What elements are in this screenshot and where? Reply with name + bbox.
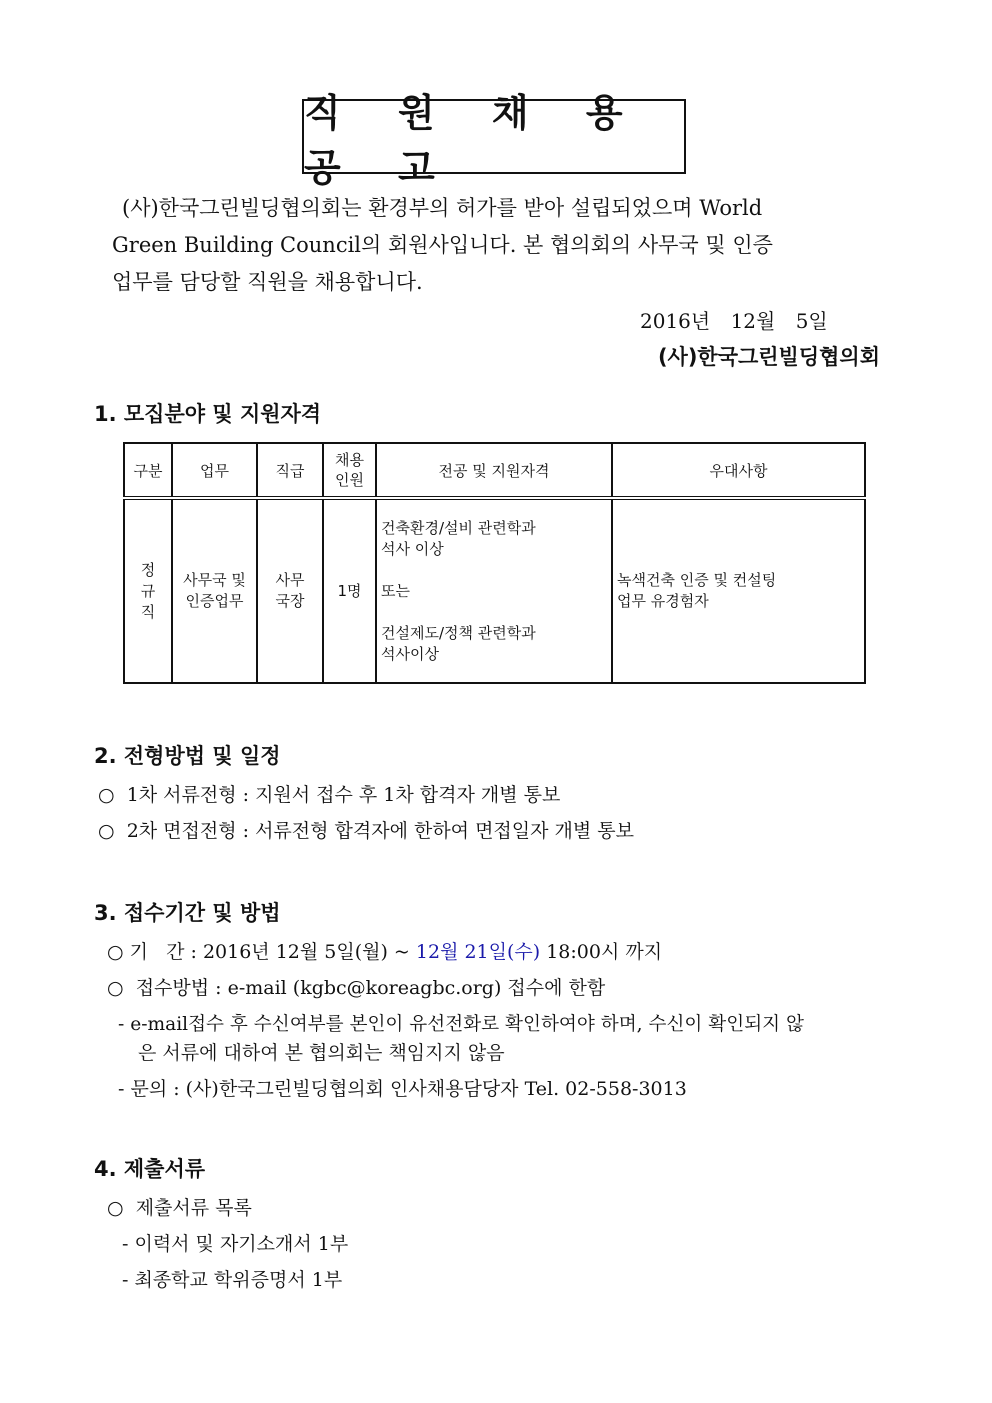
section-3-heading: 3. 접수기간 및 방법 [94,901,281,925]
cell-category [124,498,172,683]
period-end-date: 12월 21일(수) [415,941,541,963]
category-char: 정 [140,560,156,579]
method-text: 접수방법 : e-mail (kgbc@koreagbc.org) 접수에 한함 [135,977,606,999]
intro-line-3: 업무를 담당할 직원을 채용합니다. [112,270,423,294]
header-preference: 우대사항 [612,443,865,498]
recruitment-table [123,442,866,684]
announcement-date: 2016년 12월 5일 [640,309,828,333]
screening-step-2: 2차 면접전형 : 서류전형 합격자에 한하여 면접일자 개별 통보 [126,820,634,842]
preference-line-2: 업무 유경험자 [617,592,709,610]
category-char: 직 [140,602,156,621]
intro-line-2: Green Building Council의 회원사입니다. 본 협의회의 사무국 및 인증 [112,233,773,257]
note-contact: - 문의 : (사)한국그린빌딩협의회 인사채용담당자 Tel. 02-558-3013 [118,1078,687,1100]
rank-line-2: 국장 [275,592,305,610]
qualification-line-4: 석사이상 [381,644,439,663]
note-email-line-1: - e-mail접수 후 수신여부를 본인이 유선전화로 확인하여야 하며, 수신이 확인되지 않 [118,1014,805,1035]
circle-bullet-icon: ○ [107,1197,124,1219]
period-tail: 18:00시 까지 [540,941,663,963]
section-2-heading: 2. 전형방법 및 일정 [94,744,281,768]
intro-line-1: (사)한국그린빌딩협의회는 환경부의 허가를 받아 설립되었으며 World [122,196,763,220]
section-4-heading: 4. 제출서류 [94,1157,206,1181]
title-box [302,90,686,190]
list-item [98,780,560,807]
list-item: - 최종학교 학위증명서 1부 [122,1269,343,1291]
table-header-row [124,443,865,498]
section-1-heading: 1. 모집분야 및 지원자격 [94,402,322,426]
qualification-line-3: 건설제도/정책 관련학과 [381,623,536,642]
cell-rank [257,498,323,683]
header-duty: 업무 [172,443,257,498]
header-count-line-2: 인원 [335,471,364,489]
cell-qualification [376,498,612,683]
note-email-line-2: 은 서류에 대하여 본 협의회는 책임지지 않음 [138,1042,505,1064]
intro-paragraph [112,190,880,301]
preference-line-1: 녹색건축 인증 및 컨설팅 [617,571,777,589]
circle-bullet-icon: ○ [98,820,115,842]
duty-line-2: 인증업무 [185,592,244,610]
rank-line-1: 사무 [275,571,305,589]
duty-line-1: 사무국 및 [183,571,246,589]
header-count [323,443,376,498]
qualification-line-2: 석사 이상 [381,539,444,558]
qualification-or: 또는 [381,581,410,600]
method-line [107,973,605,1000]
circle-bullet-icon: ○ [107,941,124,963]
organization-signature: (사)한국그린빌딩협의회 [657,345,880,369]
category-char: 규 [140,581,156,600]
header-rank: 직급 [257,443,323,498]
circle-bullet-icon: ○ [107,977,124,999]
documents-title-line [107,1193,252,1220]
list-item [98,816,634,843]
header-category: 구분 [124,443,172,498]
qualification-line-1: 건축환경/설비 관련학과 [381,518,536,537]
cell-count: 1명 [323,498,376,683]
page-title: 직 원 채 용 공 고 [304,90,645,190]
documents-title: 제출서류 목록 [135,1197,252,1219]
period-label: 기 간 : 2016년 12월 5일(월) ~ [129,941,416,963]
period-line [107,937,662,964]
header-qualification: 전공 및 지원자격 [376,443,612,498]
circle-bullet-icon: ○ [98,784,115,806]
cell-duty [172,498,257,683]
screening-step-1: 1차 서류전형 : 지원서 접수 후 1차 합격자 개별 통보 [126,784,561,806]
list-item: - 이력서 및 자기소개서 1부 [122,1233,349,1255]
table-row [124,498,865,683]
cell-preference [612,498,865,683]
header-count-line-1: 채용 [335,451,364,469]
